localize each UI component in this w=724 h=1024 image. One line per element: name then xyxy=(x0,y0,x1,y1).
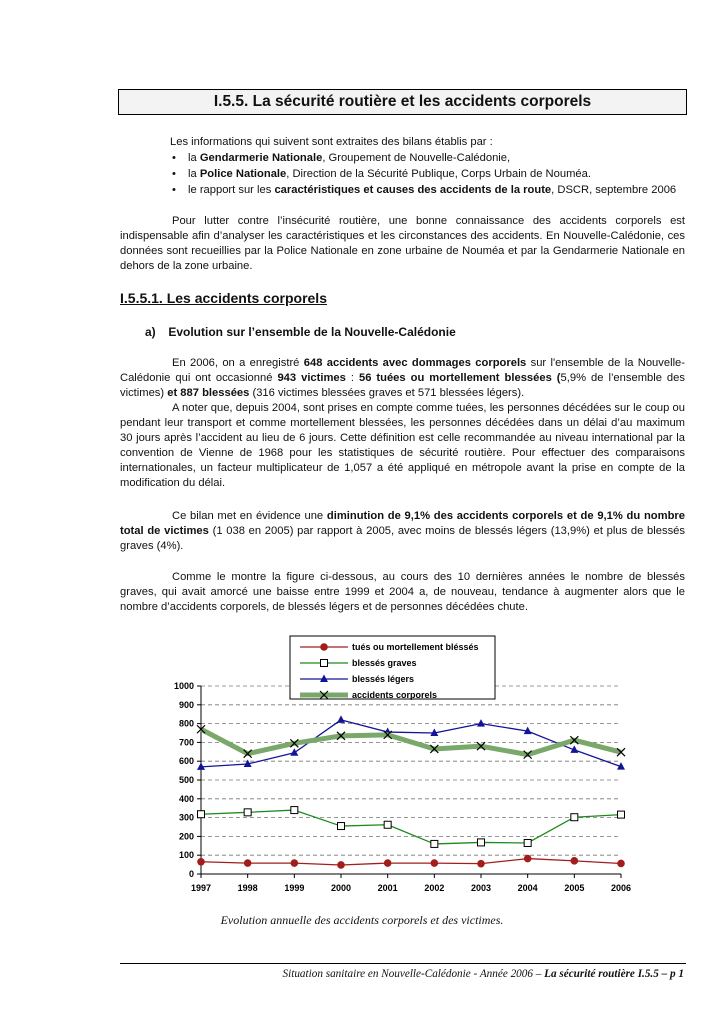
y-tick-label: 300 xyxy=(178,812,194,823)
figure-caption: Evolution annuelle des accidents corporels et des victimes. xyxy=(220,913,504,927)
y-tick-label: 900 xyxy=(178,699,194,710)
data-point xyxy=(571,858,578,865)
data-point xyxy=(338,862,345,869)
data-point xyxy=(198,858,205,865)
legend-label: tués ou mortellement bléssés xyxy=(352,642,479,652)
x-tick-label: 2003 xyxy=(470,883,492,893)
y-tick-label: 1000 xyxy=(173,681,194,691)
line-chart xyxy=(150,632,640,902)
data-point xyxy=(291,860,298,867)
legend-label: accidents corporels xyxy=(352,690,438,700)
y-tick-label: 400 xyxy=(178,793,194,804)
y-tick-label: 700 xyxy=(178,737,194,748)
list-item: • la Police Nationale, Direction de la Sécurité Publique, Corps Urbain de Nouméa. xyxy=(172,166,690,182)
paragraph-definition: A noter que, depuis 2004, sont prises en compte comme tuées, les personnes décédées sur le coup ou pendant leur transport et comme mortellement blessées, les personnes décédées dans un délai d’au maximum 30 jours après l’accident au lieu de 6 jours. Cette définition est celle recommandée au niveau international par la convention de Vienne de 1968 pour les statistiques de sécurité routière. Pour effectuer des comparaisons internationales, un facteur multiplicateur de 1,057 a été appliqué en métropole avant la prise en compte de la modification du délai. xyxy=(120,402,685,489)
section-title: I.5.5.1. Les accidents corporels xyxy=(120,290,327,306)
y-tick-label: 600 xyxy=(178,756,194,767)
data-point xyxy=(571,814,578,821)
y-tick-label: 100 xyxy=(178,850,194,861)
data-point xyxy=(244,809,251,816)
series-line xyxy=(201,859,621,865)
x-tick-label: 1997 xyxy=(190,883,212,893)
data-point xyxy=(198,811,205,818)
x-tick-label: 2005 xyxy=(564,883,585,893)
x-tick-label: 2001 xyxy=(377,883,398,893)
data-point xyxy=(618,860,625,867)
subsection-title: a) Evolution sur l’ensemble de la Nouvelle-Calédonie xyxy=(145,325,456,339)
data-point xyxy=(337,715,345,723)
legend-marker xyxy=(321,660,328,667)
x-tick-label: 1999 xyxy=(284,883,305,893)
legend-label: blessés légers xyxy=(352,674,415,684)
paragraph-bilan: Ce bilan met en évidence une diminution de 9,1% des accidents corporels et de 9,1% du nombre total de victimes (1 038 en 2005) par rapport à 2005, avec moins de blessés légers (13,9%) et plus de blessés graves (4%). xyxy=(120,510,685,552)
list-item: • le rapport sur les caractéristiques et causes des accidents de la route, DSCR, septembre 2006 xyxy=(172,182,690,198)
source-list xyxy=(170,150,690,198)
data-point xyxy=(431,860,438,867)
page-footer: Situation sanitaire en Nouvelle-Calédonie - Année 2006 – La sécurité routière I.5.5 – p 1 xyxy=(282,968,684,980)
intro-lead: Les informations qui suivent sont extraites des bilans établis par : xyxy=(170,136,493,148)
x-tick-label: 2006 xyxy=(610,883,632,893)
data-point xyxy=(290,748,298,756)
data-point xyxy=(524,839,531,846)
paragraph-2006: En 2006, on a enregistré 648 accidents avec dommages corporels sur l'ensemble de la Nouvelle-Calédonie qui ont occasionné 943 victimes : 56 tuées ou mortellement blessées (5,9% de l’ensemble des victimes) et 887 blessées (316 victimes blessées graves et 571 blessées légers). xyxy=(120,357,686,399)
data-point xyxy=(338,823,345,830)
y-tick-label: 200 xyxy=(178,831,194,842)
list-item: • la Gendarmerie Nationale, Groupement de Nouvelle-Calédonie, xyxy=(172,150,690,166)
intro xyxy=(170,134,690,198)
title-box xyxy=(118,89,687,115)
data-point xyxy=(244,860,251,867)
data-point xyxy=(477,719,485,727)
data-point xyxy=(384,860,391,867)
x-tick-label: 2002 xyxy=(424,883,445,893)
x-tick-label: 1998 xyxy=(237,883,258,893)
data-point xyxy=(384,821,391,828)
data-point xyxy=(291,807,298,814)
y-tick-label: 800 xyxy=(178,718,194,729)
data-point xyxy=(524,855,531,862)
data-point xyxy=(431,840,438,847)
legend-label: blessés graves xyxy=(352,658,417,668)
paragraph-figure-intro: Comme le montre la figure ci-dessous, au cours des 10 dernières années le nombre de blessés graves, qui avait amorcé une baisse entre 1999 et 2004 a, de nouveau, tendance à augmenter alors que le nombre d’accidents corporels, de blessés légers et de personnes décédées chute. xyxy=(120,571,685,613)
data-point xyxy=(478,839,485,846)
series-line xyxy=(201,810,621,844)
paragraph-intro: Pour lutter contre l’insécurité routière, une bonne connaissance des accidents corporels est indispensable afin d’analyser les caractéristiques et les circonstances des accidents. En Nouvelle-Calédonie, ces données sont recueillies par la Police Nationale en zone urbaine de Nouméa et par la Gendarmerie Nationale en dehors de la zone urbaine. xyxy=(120,215,685,272)
page-title: I.5.5. La sécurité routière et les accidents corporels xyxy=(213,93,592,110)
footer-rule xyxy=(120,963,686,964)
y-tick-label: 0 xyxy=(188,869,194,879)
legend-marker xyxy=(321,644,328,651)
data-point xyxy=(478,860,485,867)
y-tick-label: 500 xyxy=(178,775,194,785)
x-tick-label: 2004 xyxy=(517,883,538,893)
data-point xyxy=(618,811,625,818)
x-tick-label: 2000 xyxy=(330,883,352,893)
